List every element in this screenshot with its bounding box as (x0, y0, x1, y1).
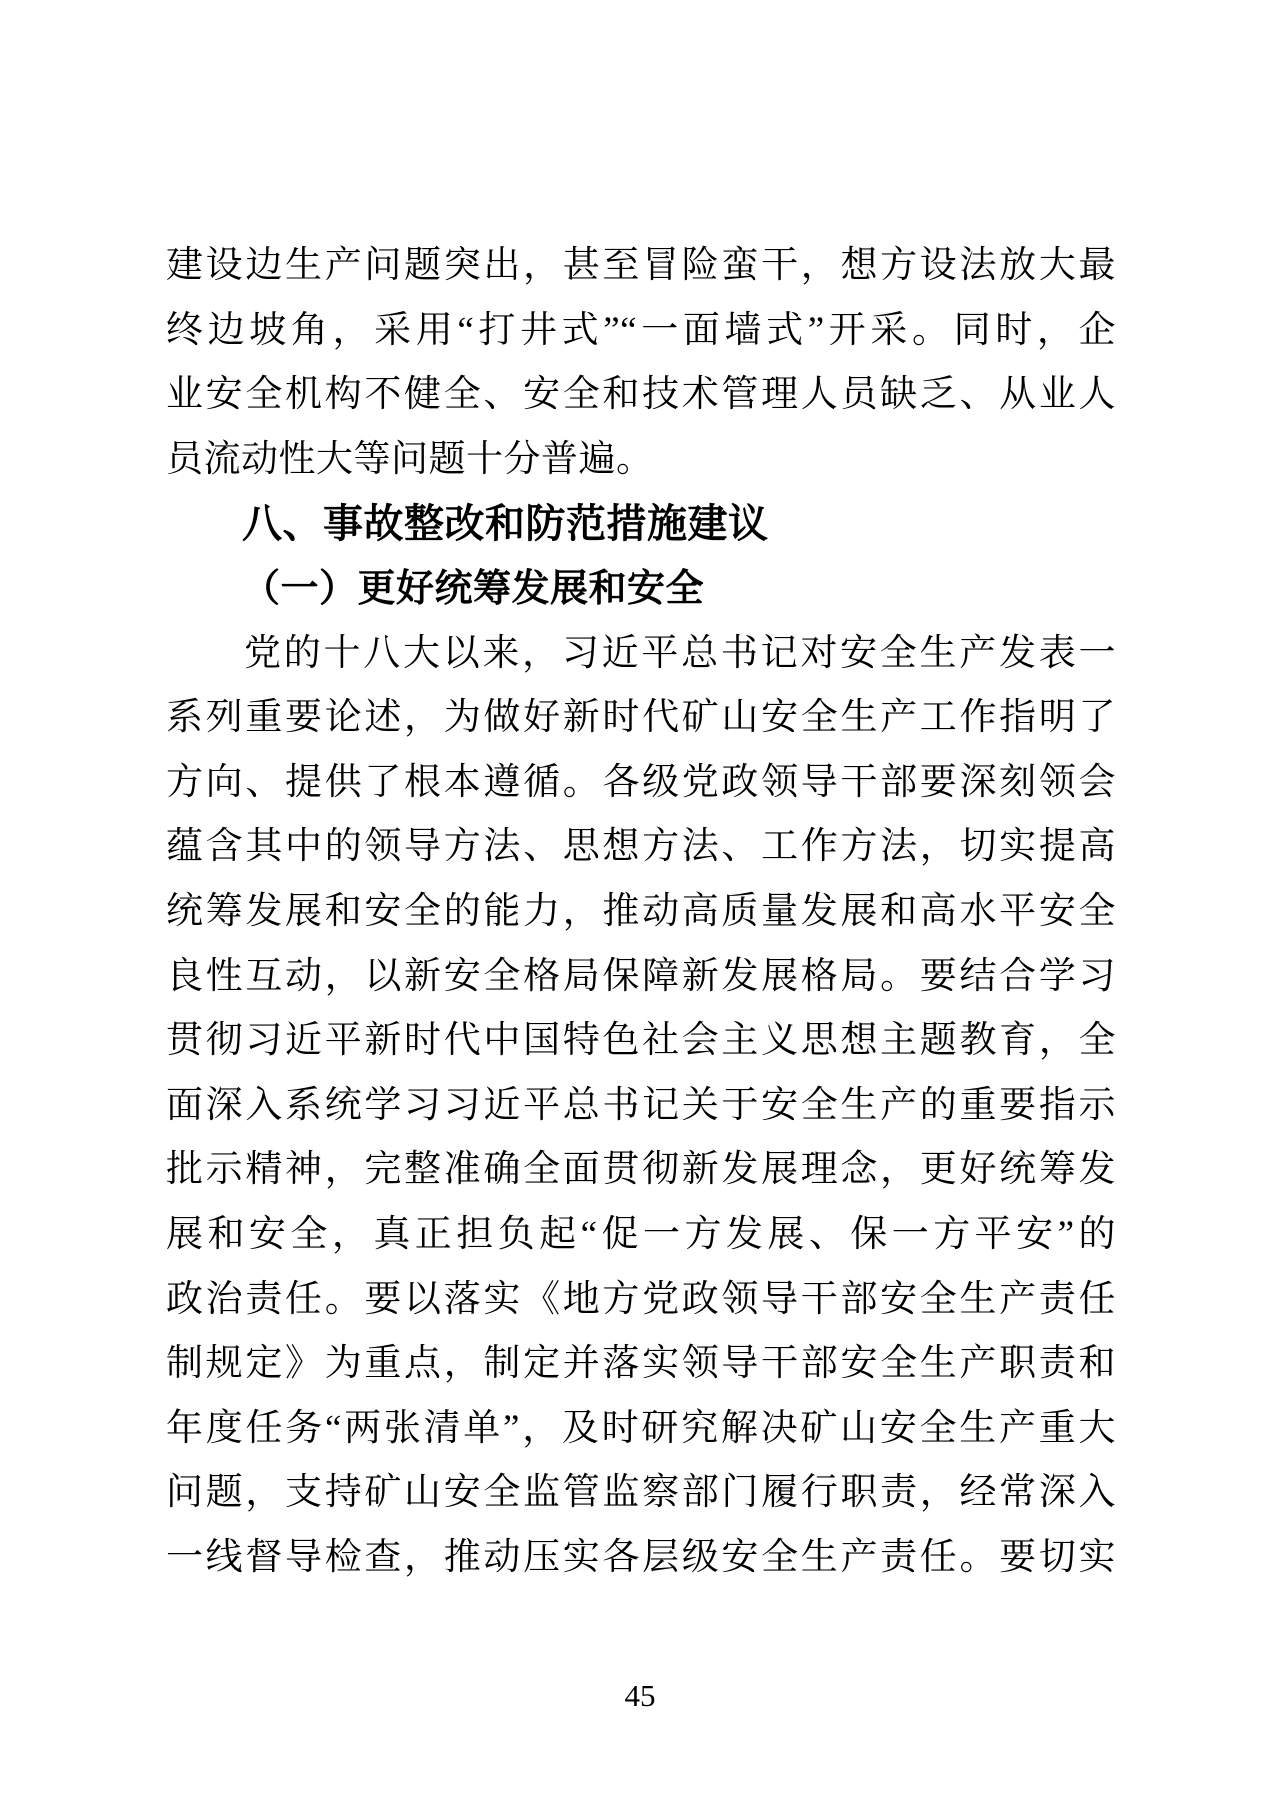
paragraph-line: 良性互动，以新安全格局保障新发展格局。要结合学习 (166, 955, 1116, 997)
paragraph-line: 一线督导检查，推动压实各层级安全生产责任。要切实 (166, 1536, 1116, 1578)
page-number: 45 (624, 1678, 656, 1713)
paragraph-line: 建设边生产问题突出，甚至冒险蛮干，想方设法放大最 (166, 245, 1116, 286)
section-heading: 八、事故整改和防范措施建议 (242, 502, 769, 547)
paragraph-line: 问题，支持矿山安全监管监察部门履行职责，经常深入 (166, 1472, 1116, 1514)
subsection-heading: （一）更好统筹发展和安全 (242, 567, 705, 610)
paragraph-line: 批示精神，完整准确全面贯彻新发展理念，更好统筹发 (166, 1149, 1116, 1191)
paragraph-line: 党的十八大以来，习近平总书记对安全生产发表一 (244, 632, 1116, 674)
paragraph-line: 制规定》为重点，制定并落实领导干部安全生产职责和 (166, 1343, 1116, 1385)
paragraph-line: 业安全机构不健全、安全和技术管理人员缺乏、从业人 (166, 374, 1116, 416)
document-body (166, 234, 1116, 1590)
paragraph-line: 贯彻习近平新时代中国特色社会主义思想主题教育，全 (166, 1020, 1116, 1062)
paragraph-line: 系列重要论述，为做好新时代矿山安全生产工作指明了 (166, 697, 1116, 739)
paragraph-line: 政治责任。要以落实《地方党政领导干部安全生产责任 (166, 1278, 1116, 1320)
paragraph-line: 统筹发展和安全的能力，推动高质量发展和高水平安全 (166, 890, 1116, 932)
paragraph-line: 蕴含其中的领导方法、思想方法、工作方法，切实提高 (166, 826, 1116, 868)
paragraph-line: 员流动性大等问题十分普遍。 (166, 438, 654, 480)
paragraph-line: 展和安全，真正担负起“促一方发展、保一方平安”的 (166, 1213, 1116, 1255)
paragraph-line: 年度任务“两张清单”，及时研究解决矿山安全生产重大 (166, 1407, 1116, 1449)
paragraph-line: 方向、提供了根本遵循。各级党政领导干部要深刻领会 (166, 761, 1116, 803)
paragraph-line: 终边坡角，采用“打井式”“一面墙式”开采。同时，企 (166, 309, 1116, 351)
paragraph-line: 面深入系统学习习近平总书记关于安全生产的重要指示 (166, 1084, 1116, 1126)
